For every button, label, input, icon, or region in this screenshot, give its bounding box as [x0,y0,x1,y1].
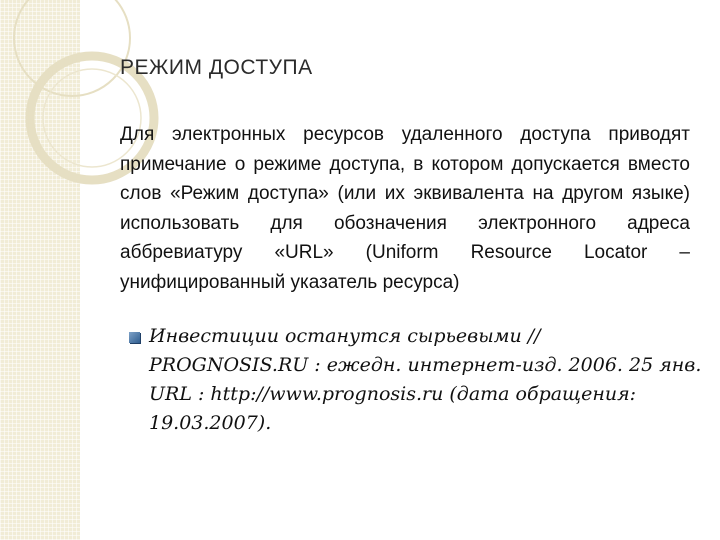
citation-line: URL : http://www.prognosis.ru (дата обращения: [149,383,637,405]
citation-line: PROGNOSIS.RU : ежедн. интернет-изд. 2006. 25 янв. [149,354,702,376]
citation-line: Инвестиции останутся сырьевыми // [149,325,541,347]
square-bullet-icon [129,332,140,343]
citation-line: 19.03.2007). [149,412,272,434]
citation-text [149,322,702,438]
slide-title: РЕЖИМ ДОСТУПА [120,56,313,79]
body-paragraph: Для электронных ресурсов удаленного доступа приводят примечание о режиме доступа, в котором допускается вместо слов «Режим доступа» (или их эквивалента на другом языке) использовать для обозначения электронного адреса аббревиатуру «URL» (Uniform Resource Locator – унифицированный указатель ресурса) [120,124,690,293]
